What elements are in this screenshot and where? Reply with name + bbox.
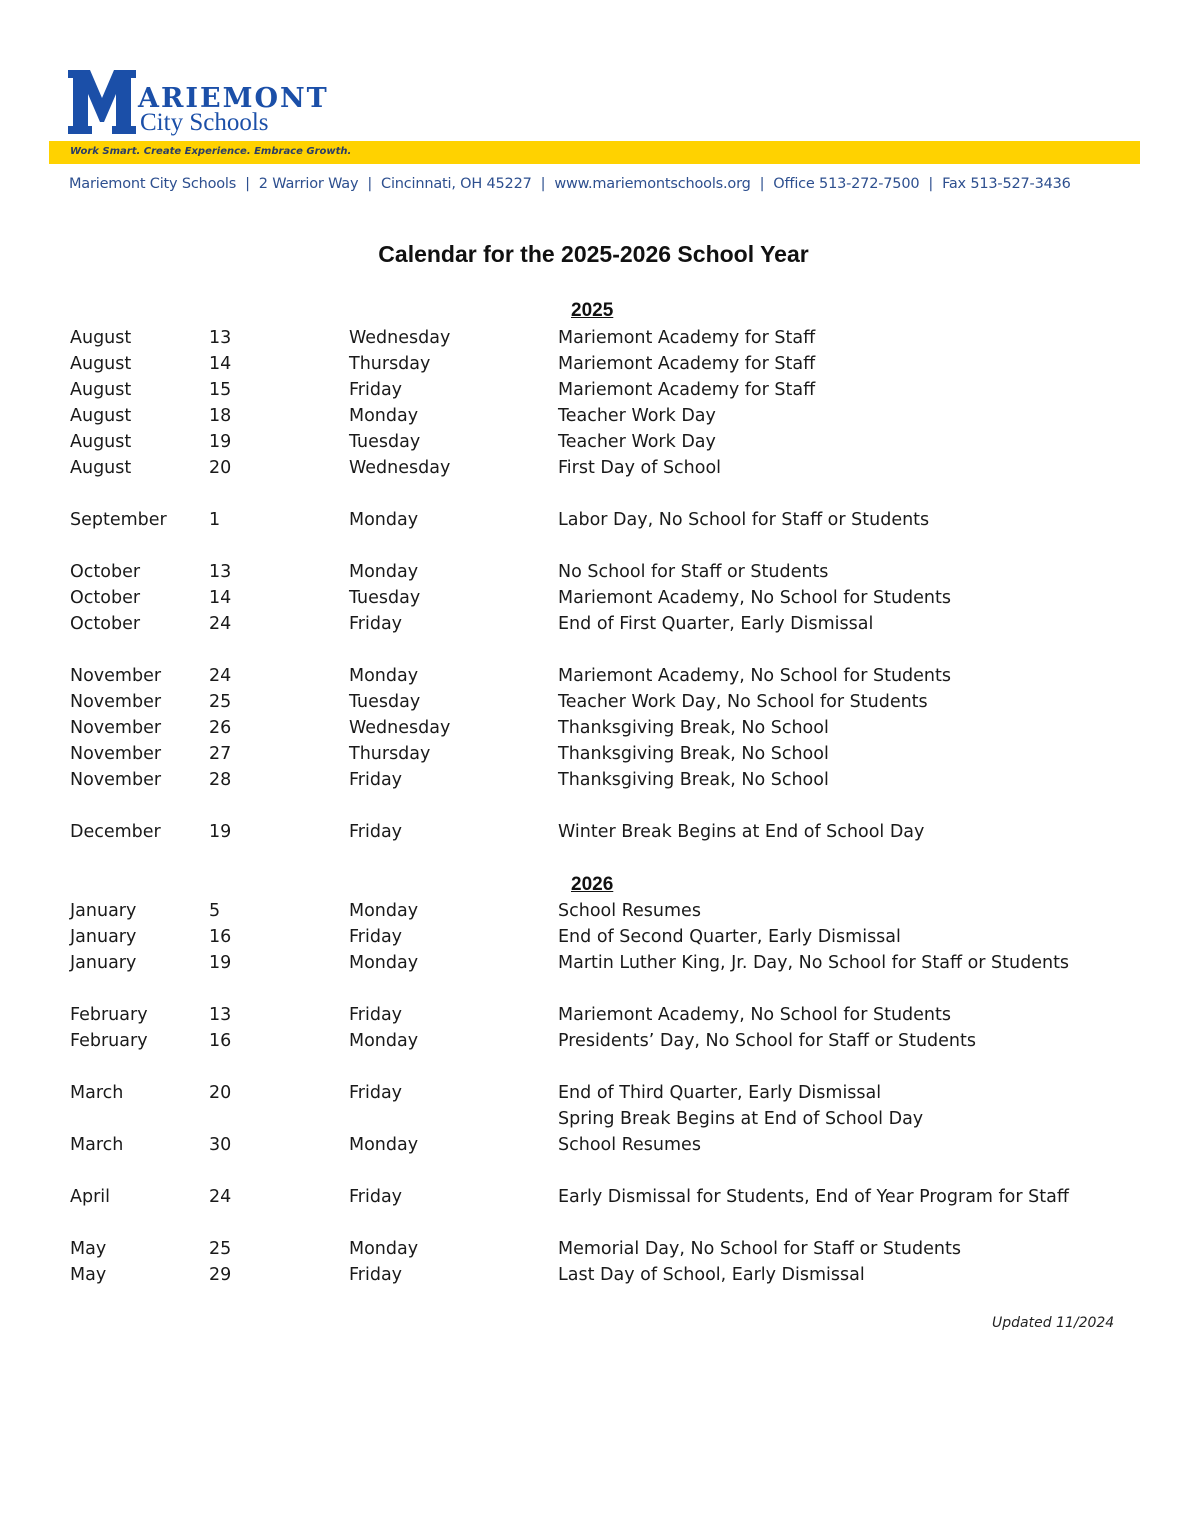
updated-note: Updated 11/2024 <box>992 1315 1115 1331</box>
row-day: 24 <box>209 666 232 686</box>
row-weekday: Monday <box>349 1135 419 1155</box>
row-weekday: Friday <box>349 927 403 947</box>
contact-line <box>69 176 1071 192</box>
row-weekday: Wednesday <box>349 328 451 348</box>
row-weekday: Thursday <box>349 354 431 374</box>
row-event: Spring Break Begins at End of School Day <box>558 1109 924 1129</box>
row-month: January <box>70 901 137 921</box>
row-weekday: Monday <box>349 1239 419 1259</box>
year-header-2026: 2026 <box>571 874 614 895</box>
row-event: No School for Staff or Students <box>558 562 829 582</box>
calendar-row <box>0 898 1187 924</box>
row-event: Thanksgiving Break, No School <box>558 744 829 764</box>
page-title: Calendar for the 2025-2026 School Year <box>378 241 809 267</box>
row-event: Mariemont Academy for Staff <box>558 328 816 348</box>
row-weekday: Monday <box>349 562 419 582</box>
calendar-row <box>0 741 1187 767</box>
row-weekday: Friday <box>349 614 403 634</box>
row-month: March <box>70 1135 124 1155</box>
year-header-2025: 2025 <box>571 300 614 321</box>
row-event: Thanksgiving Break, No School <box>558 718 829 738</box>
row-event: Teacher Work Day <box>558 432 716 452</box>
row-day: 19 <box>209 822 232 842</box>
row-month: October <box>70 588 141 608</box>
row-month: February <box>70 1005 148 1025</box>
calendar-row <box>0 950 1187 976</box>
row-weekday: Monday <box>349 406 419 426</box>
calendar-row <box>0 325 1187 351</box>
row-month: August <box>70 458 132 478</box>
row-day: 28 <box>209 770 232 790</box>
row-event: Mariemont Academy, No School for Students <box>558 588 951 608</box>
logo-subtitle: City Schools <box>140 109 269 136</box>
calendar-row <box>0 1002 1187 1028</box>
row-weekday: Tuesday <box>349 432 421 452</box>
row-event: Thanksgiving Break, No School <box>558 770 829 790</box>
row-weekday: Monday <box>349 901 419 921</box>
calendar-row <box>0 819 1187 845</box>
row-day: 25 <box>209 1239 232 1259</box>
row-month: November <box>70 718 162 738</box>
row-month: November <box>70 692 162 712</box>
calendar-row <box>0 1236 1187 1262</box>
row-day: 20 <box>209 1083 232 1103</box>
row-weekday: Friday <box>349 770 403 790</box>
row-day: 14 <box>209 588 232 608</box>
row-day: 16 <box>209 1031 232 1051</box>
row-event: School Resumes <box>558 901 701 921</box>
row-event: End of Second Quarter, Early Dismissal <box>558 927 901 947</box>
calendar-row <box>0 663 1187 689</box>
calendar-row <box>0 429 1187 455</box>
row-day: 30 <box>209 1135 232 1155</box>
row-month: August <box>70 354 132 374</box>
separator: | <box>367 176 373 192</box>
row-month: January <box>70 927 137 947</box>
contact-city: Cincinnati, OH 45227 <box>381 176 532 192</box>
row-weekday: Thursday <box>349 744 431 764</box>
row-weekday: Friday <box>349 1005 403 1025</box>
row-day: 13 <box>209 562 232 582</box>
calendar-row <box>0 715 1187 741</box>
row-event: Mariemont Academy for Staff <box>558 380 816 400</box>
row-month: October <box>70 562 141 582</box>
row-event: First Day of School <box>558 458 722 478</box>
row-month: August <box>70 432 132 452</box>
row-event: End of First Quarter, Early Dismissal <box>558 614 874 634</box>
row-event: Mariemont Academy, No School for Students <box>558 1005 951 1025</box>
row-month: March <box>70 1083 124 1103</box>
row-day: 20 <box>209 458 232 478</box>
calendar-row <box>0 507 1187 533</box>
row-event: Martin Luther King, Jr. Day, No School for Staff or Students <box>558 953 1070 973</box>
row-weekday: Friday <box>349 1083 403 1103</box>
calendar-row <box>0 1028 1187 1054</box>
row-day: 15 <box>209 380 232 400</box>
row-event: Mariemont Academy, No School for Students <box>558 666 951 686</box>
row-day: 19 <box>209 953 232 973</box>
row-month: August <box>70 328 132 348</box>
row-day: 16 <box>209 927 232 947</box>
row-event: School Resumes <box>558 1135 701 1155</box>
calendar-row <box>0 689 1187 715</box>
row-event: Teacher Work Day, No School for Students <box>558 692 928 712</box>
contact-district: Mariemont City Schools <box>69 176 237 192</box>
separator: | <box>759 176 765 192</box>
row-month: September <box>70 510 167 530</box>
row-day: 5 <box>209 901 221 921</box>
calendar-row <box>0 1132 1187 1158</box>
calendar-row <box>0 611 1187 637</box>
calendar-row <box>0 455 1187 481</box>
row-month: October <box>70 614 141 634</box>
row-month: January <box>70 953 137 973</box>
tagline: Work Smart. Create Experience. Embrace Growth. <box>70 146 352 157</box>
row-day: 27 <box>209 744 232 764</box>
calendar-row <box>0 1184 1187 1210</box>
row-month: December <box>70 822 161 842</box>
row-day: 13 <box>209 1005 232 1025</box>
row-event: End of Third Quarter, Early Dismissal <box>558 1083 882 1103</box>
calendar-row <box>0 767 1187 793</box>
row-weekday: Monday <box>349 1031 419 1051</box>
row-day: 29 <box>209 1265 232 1285</box>
calendar-row <box>0 585 1187 611</box>
calendar-row <box>0 1080 1187 1106</box>
row-day: 13 <box>209 328 232 348</box>
row-day: 18 <box>209 406 232 426</box>
calendar-row <box>0 924 1187 950</box>
calendar-row <box>0 559 1187 585</box>
row-month: February <box>70 1031 148 1051</box>
row-weekday: Tuesday <box>349 588 421 608</box>
row-month: May <box>70 1265 107 1285</box>
row-weekday: Monday <box>349 953 419 973</box>
row-weekday: Friday <box>349 1187 403 1207</box>
row-weekday: Friday <box>349 1265 403 1285</box>
tagline-band <box>49 141 1140 164</box>
contact-address: 2 Warrior Way <box>258 176 359 192</box>
calendar-row <box>0 377 1187 403</box>
separator: | <box>540 176 546 192</box>
calendar-row <box>0 403 1187 429</box>
row-event: Last Day of School, Early Dismissal <box>558 1265 865 1285</box>
contact-office-phone: Office 513-272-7500 <box>773 176 920 192</box>
row-day: 24 <box>209 1187 232 1207</box>
row-month: May <box>70 1239 107 1259</box>
separator: | <box>245 176 250 192</box>
calendar-row <box>0 1262 1187 1288</box>
row-day: 24 <box>209 614 232 634</box>
contact-website-link[interactable]: www.mariemontschools.org <box>554 176 751 192</box>
row-event: Winter Break Begins at End of School Day <box>558 822 925 842</box>
row-month: April <box>70 1187 110 1207</box>
row-day: 1 <box>209 510 221 530</box>
row-month: August <box>70 380 132 400</box>
row-weekday: Monday <box>349 510 419 530</box>
row-month: November <box>70 666 162 686</box>
contact-fax: Fax 513-527-3436 <box>942 176 1071 192</box>
row-event: Mariemont Academy for Staff <box>558 354 816 374</box>
logo-m-icon <box>68 70 136 134</box>
row-day: 19 <box>209 432 232 452</box>
row-event: Teacher Work Day <box>558 406 716 426</box>
row-day: 14 <box>209 354 232 374</box>
row-month: November <box>70 770 162 790</box>
row-weekday: Wednesday <box>349 458 451 478</box>
separator: | <box>928 176 934 192</box>
row-weekday: Tuesday <box>349 692 421 712</box>
row-month: November <box>70 744 162 764</box>
row-day: 25 <box>209 692 232 712</box>
row-event: Early Dismissal for Students, End of Year Program for Staff <box>558 1187 1069 1207</box>
row-event: Presidents’ Day, No School for Staff or Students <box>558 1031 976 1051</box>
row-weekday: Friday <box>349 822 403 842</box>
row-event: Memorial Day, No School for Staff or Students <box>558 1239 961 1259</box>
row-month: August <box>70 406 132 426</box>
calendar-row <box>0 351 1187 377</box>
row-day: 26 <box>209 718 232 738</box>
logo-wordmark: ARIEMONT <box>138 83 329 114</box>
row-weekday: Wednesday <box>349 718 451 738</box>
row-weekday: Monday <box>349 666 419 686</box>
row-event: Labor Day, No School for Staff or Students <box>558 510 930 530</box>
row-weekday: Friday <box>349 380 403 400</box>
calendar-row <box>0 1106 1187 1132</box>
